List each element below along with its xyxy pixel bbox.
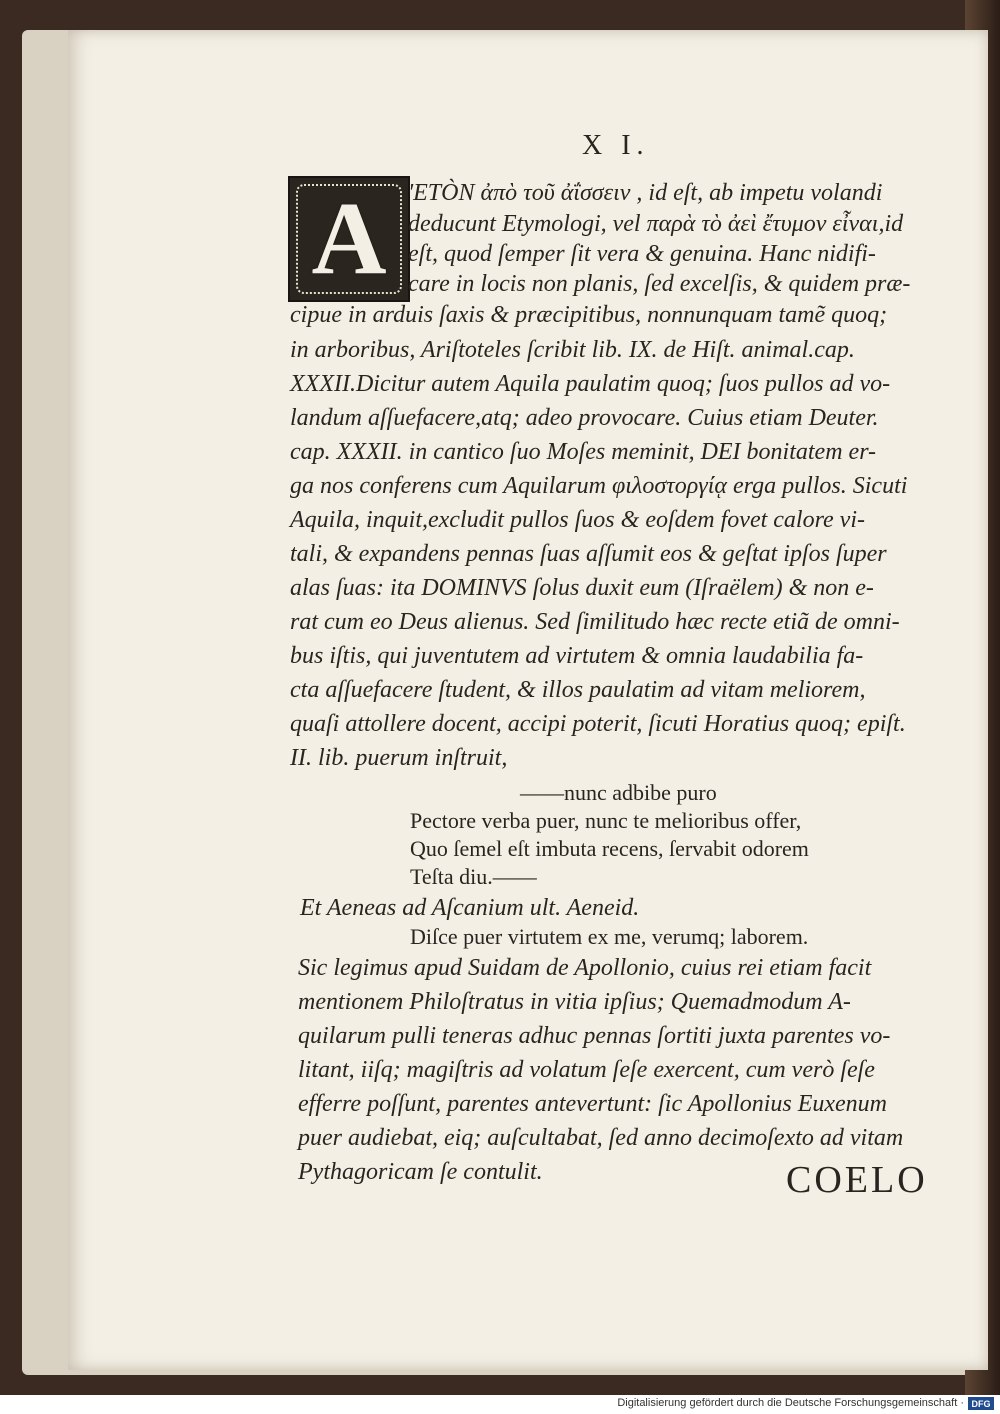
text-line: Aquila, inquit,excludit pullos ſuos & eoſdem fovet calore vi- (290, 507, 865, 533)
text-line: ga nos conferens cum Aquilarum φιλοστοργίᾳ erga pullos. Sicuti (290, 473, 908, 499)
footer-bar (0, 1395, 1000, 1414)
text-line: mentionem Philoſtratus in vitia ipſius; Quemadmodum A- (298, 989, 851, 1015)
text-line: cipue in arduis ſaxis & præcipitibus, nonnunquam tamẽ quoq; (290, 302, 888, 328)
text-line: Sic legimus apud Suidam de Apollonio, cuius rei etiam facit (298, 955, 872, 981)
catchword: COELO (786, 1159, 928, 1201)
verse-line: Diſce puer virtutem ex me, verumq; laborem. (410, 924, 809, 949)
text-line: quilarum pulli teneras adhuc pennas ſortiti juxta parentes vo- (298, 1023, 891, 1049)
text-line: II. lib. puerum inſtruit, (290, 745, 508, 771)
text-line: tali, & expandens pennas ſuas aſſumit eos & geſtat ipſos ſuper (290, 541, 887, 567)
verse-line: Quo ſemel eſt imbuta recens, ſervabit odorem (410, 836, 809, 861)
text-line: bus iſtis, qui juventutem ad virtutem & omnia laudabilia fa- (290, 643, 864, 669)
text-line: cap. XXXII. in cantico ſuo Moſes meminit, DEI bonitatem er- (290, 439, 877, 465)
text-line: landum aſſuefacere,atq; adeo provocare. Cuius etiam Deuter. (290, 405, 879, 431)
text-line: puer audiebat, eiq; auſcultabat, ſed anno decimoſexto ad vitam (298, 1125, 904, 1151)
text-line: rat cum eo Deus alienus. Sed ſimilitudo hæc recte etiã de omni- (290, 609, 900, 635)
footer-credit: Digitalisierung gefördert durch die Deutsche Forschungsgemeinschaft · (617, 1397, 964, 1409)
text-line: Et Aeneas ad Aſcanium ult. Aeneid. (300, 895, 640, 921)
text-line: Pythagoricam ſe contulit. (298, 1159, 543, 1185)
text-line: eſt, quod ſemper ſit vera & genuina. Hanc nidifi- (408, 241, 876, 267)
decorated-initial (288, 176, 410, 302)
text-line: alas ſuas: ita DOMINVS ſolus duxit eum (Iſraëlem) & non e- (290, 575, 874, 601)
verse-line: ——nunc adbibe puro (520, 780, 717, 805)
text-line: deducunt Etymologi, vel παρὰ τὸ ἀεὶ ἔτυμον εἶναι,id (408, 211, 904, 237)
text-line: 'ETÒN ἀπὸ τοῦ ἀΐσσειν , id eſt, ab impetu volandi (408, 180, 883, 206)
text-line: in arboribus, Ariſtoteles ſcribit lib. IX. de Hiſt. animal.cap. (290, 337, 855, 363)
dfg-logo: DFG (968, 1397, 994, 1410)
text-line: quaſi attollere docent, accipi poterit, ſicuti Horatius quoq; epiſt. (290, 711, 906, 737)
verse-line: Teſta diu.—— (410, 864, 537, 889)
text-line: care in locis non planis, ſed excelſis, & quidem præ- (408, 271, 911, 297)
text-line: XXXII.Dicitur autem Aquila paulatim quoq; ſuos pullos ad vo- (290, 371, 891, 397)
page-number: X I. (582, 130, 650, 161)
initial-letter: A (311, 181, 387, 296)
text-line: cta aſſuefacere ſtudent, & illos paulatim ad vitam meliorem, (290, 677, 866, 703)
text-line: litant, iiſq; magiſtris ad volatum ſeſe exercent, cum verò ſeſe (298, 1057, 875, 1083)
text-line: efferre poſſunt, parentes antevertunt: ſic Apollonius Euxenum (298, 1091, 887, 1117)
verse-line: Pectore verba puer, nunc te melioribus offer, (410, 808, 802, 833)
